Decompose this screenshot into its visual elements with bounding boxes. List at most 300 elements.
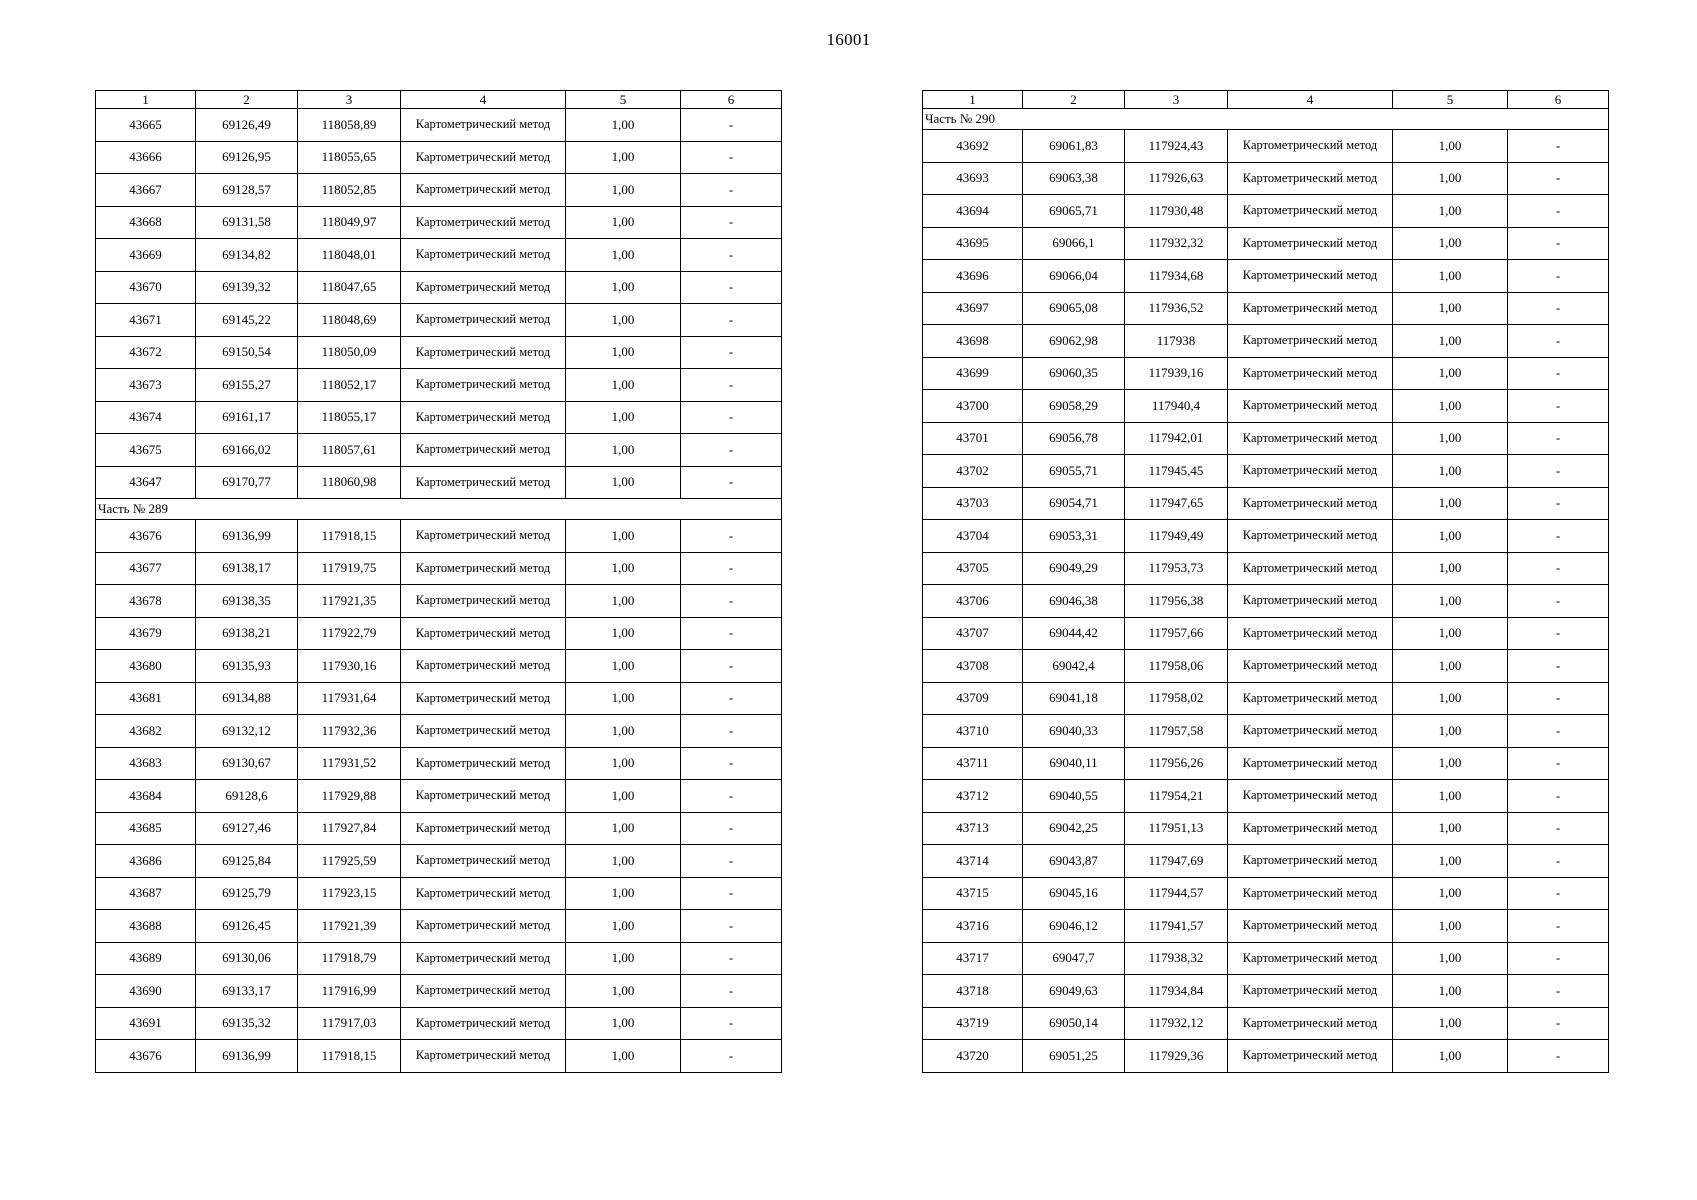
description-cell: - [1508,975,1609,1008]
y-coordinate-cell: 117941,57 [1125,910,1228,943]
method-cell: Картометрический метод [401,682,566,715]
accuracy-cell: 1,00 [1393,357,1508,390]
description-cell: - [1508,325,1609,358]
description-cell: - [681,585,782,618]
description-cell: - [1508,195,1609,228]
point-number-cell: 43718 [923,975,1023,1008]
y-coordinate-cell: 117939,16 [1125,357,1228,390]
table-row [923,715,1609,748]
y-coordinate-cell: 117932,36 [298,715,401,748]
column-header: 2 [1023,91,1125,109]
x-coordinate-cell: 69054,71 [1023,487,1125,520]
y-coordinate-cell: 117931,64 [298,682,401,715]
y-coordinate-cell: 118055,17 [298,401,401,434]
method-cell: Картометрический метод [401,975,566,1008]
x-coordinate-cell: 69138,35 [196,585,298,618]
method-cell: Картометрический метод [1228,195,1393,228]
y-coordinate-cell: 118052,17 [298,369,401,402]
point-number-cell: 43677 [96,552,196,585]
table-row [923,227,1609,260]
point-number-cell: 43687 [96,877,196,910]
point-number-cell: 43703 [923,487,1023,520]
x-coordinate-cell: 69065,71 [1023,195,1125,228]
table-row [96,812,782,845]
point-number-cell: 43714 [923,845,1023,878]
method-cell: Картометрический метод [1228,487,1393,520]
table-row [923,487,1609,520]
column-header: 2 [196,91,298,109]
point-number-cell: 43717 [923,942,1023,975]
table-header-row [923,91,1609,109]
accuracy-cell: 1,00 [566,336,681,369]
method-cell: Картометрический метод [1228,650,1393,683]
column-header: 3 [1125,91,1228,109]
x-coordinate-cell: 69161,17 [196,401,298,434]
table-row [923,812,1609,845]
table-row [923,357,1609,390]
description-cell: - [1508,357,1609,390]
method-cell: Картометрический метод [1228,552,1393,585]
point-number-cell: 43692 [923,130,1023,163]
point-number-cell: 43684 [96,780,196,813]
method-cell: Картометрический метод [401,141,566,174]
method-cell: Картометрический метод [1228,1007,1393,1040]
point-number-cell: 43647 [96,466,196,499]
method-cell: Картометрический метод [401,942,566,975]
description-cell: - [681,466,782,499]
description-cell: - [681,520,782,553]
y-coordinate-cell: 117919,75 [298,552,401,585]
part-heading: Часть № 290 [923,109,1609,130]
x-coordinate-cell: 69055,71 [1023,455,1125,488]
x-coordinate-cell: 69125,84 [196,845,298,878]
description-cell: - [681,552,782,585]
point-number-cell: 43708 [923,650,1023,683]
table-row [923,520,1609,553]
y-coordinate-cell: 117916,99 [298,975,401,1008]
method-cell: Картометрический метод [1228,227,1393,260]
description-cell: - [1508,812,1609,845]
accuracy-cell: 1,00 [1393,520,1508,553]
accuracy-cell: 1,00 [566,910,681,943]
accuracy-cell: 1,00 [1393,812,1508,845]
point-number-cell: 43680 [96,650,196,683]
y-coordinate-cell: 117934,84 [1125,975,1228,1008]
point-number-cell: 43695 [923,227,1023,260]
part-heading-row [923,109,1609,130]
method-cell: Картометрический метод [1228,455,1393,488]
point-number-cell: 43694 [923,195,1023,228]
point-number-cell: 43706 [923,585,1023,618]
column-header: 6 [1508,91,1609,109]
y-coordinate-cell: 117921,35 [298,585,401,618]
y-coordinate-cell: 117951,13 [1125,812,1228,845]
point-number-cell: 43705 [923,552,1023,585]
point-number-cell: 43697 [923,292,1023,325]
table-row [96,682,782,715]
page-number: 16001 [826,30,871,49]
accuracy-cell: 1,00 [566,206,681,239]
x-coordinate-cell: 69138,21 [196,617,298,650]
point-number-cell: 43683 [96,747,196,780]
y-coordinate-cell: 118048,69 [298,304,401,337]
table-row [923,260,1609,293]
x-coordinate-cell: 69166,02 [196,434,298,467]
y-coordinate-cell: 117945,45 [1125,455,1228,488]
table-row [96,975,782,1008]
y-coordinate-cell: 117922,79 [298,617,401,650]
table-row [96,1040,782,1073]
accuracy-cell: 1,00 [1393,162,1508,195]
method-cell: Картометрический метод [1228,845,1393,878]
accuracy-cell: 1,00 [566,682,681,715]
accuracy-cell: 1,00 [566,617,681,650]
method-cell: Картометрический метод [1228,357,1393,390]
accuracy-cell: 1,00 [566,715,681,748]
table-row [923,845,1609,878]
accuracy-cell: 1,00 [566,747,681,780]
x-coordinate-cell: 69126,49 [196,109,298,142]
table-row [923,910,1609,943]
method-cell: Картометрический метод [1228,682,1393,715]
x-coordinate-cell: 69125,79 [196,877,298,910]
table-row [923,162,1609,195]
description-cell: - [681,336,782,369]
description-cell: - [1508,552,1609,585]
y-coordinate-cell: 117924,43 [1125,130,1228,163]
accuracy-cell: 1,00 [566,466,681,499]
accuracy-cell: 1,00 [1393,747,1508,780]
accuracy-cell: 1,00 [1393,390,1508,423]
method-cell: Картометрический метод [1228,812,1393,845]
method-cell: Картометрический метод [401,239,566,272]
accuracy-cell: 1,00 [1393,585,1508,618]
accuracy-cell: 1,00 [566,877,681,910]
x-coordinate-cell: 69132,12 [196,715,298,748]
point-number-cell: 43671 [96,304,196,337]
table-row [96,369,782,402]
description-cell: - [1508,682,1609,715]
description-cell: - [681,650,782,683]
table-row [96,141,782,174]
coordinates-table-right [922,90,1609,1073]
description-cell: - [681,1007,782,1040]
table-row [96,109,782,142]
accuracy-cell: 1,00 [566,650,681,683]
point-number-cell: 43670 [96,271,196,304]
table-row [923,780,1609,813]
method-cell: Картометрический метод [1228,877,1393,910]
x-coordinate-cell: 69046,12 [1023,910,1125,943]
x-coordinate-cell: 69128,57 [196,174,298,207]
point-number-cell: 43679 [96,617,196,650]
method-cell: Картометрический метод [1228,1040,1393,1073]
table-row [96,206,782,239]
column-header: 4 [401,91,566,109]
description-cell: - [1508,390,1609,423]
x-coordinate-cell: 69066,04 [1023,260,1125,293]
table-row [923,975,1609,1008]
y-coordinate-cell: 117936,52 [1125,292,1228,325]
x-coordinate-cell: 69139,32 [196,271,298,304]
x-coordinate-cell: 69040,11 [1023,747,1125,780]
method-cell: Картометрический метод [401,434,566,467]
accuracy-cell: 1,00 [1393,1007,1508,1040]
description-cell: - [1508,650,1609,683]
table-row [96,520,782,553]
y-coordinate-cell: 117956,38 [1125,585,1228,618]
x-coordinate-cell: 69047,7 [1023,942,1125,975]
description-cell: - [681,780,782,813]
x-coordinate-cell: 69065,08 [1023,292,1125,325]
table-row [96,877,782,910]
x-coordinate-cell: 69136,99 [196,1040,298,1073]
x-coordinate-cell: 69135,93 [196,650,298,683]
y-coordinate-cell: 117957,58 [1125,715,1228,748]
x-coordinate-cell: 69155,27 [196,369,298,402]
accuracy-cell: 1,00 [566,975,681,1008]
point-number-cell: 43716 [923,910,1023,943]
method-cell: Картометрический метод [401,109,566,142]
point-number-cell: 43678 [96,585,196,618]
point-number-cell: 43702 [923,455,1023,488]
method-cell: Картометрический метод [401,206,566,239]
accuracy-cell: 1,00 [1393,780,1508,813]
method-cell: Картометрический метод [401,466,566,499]
accuracy-cell: 1,00 [1393,455,1508,488]
table-row [923,292,1609,325]
column-header: 1 [923,91,1023,109]
coordinates-table-left [95,90,782,1073]
point-number-cell: 43681 [96,682,196,715]
y-coordinate-cell: 117926,63 [1125,162,1228,195]
method-cell: Картометрический метод [1228,422,1393,455]
description-cell: - [1508,585,1609,618]
table-row [96,650,782,683]
x-coordinate-cell: 69136,99 [196,520,298,553]
y-coordinate-cell: 117947,65 [1125,487,1228,520]
method-cell: Картометрический метод [1228,975,1393,1008]
x-coordinate-cell: 69170,77 [196,466,298,499]
table-row [923,1007,1609,1040]
method-cell: Картометрический метод [401,780,566,813]
point-number-cell: 43712 [923,780,1023,813]
accuracy-cell: 1,00 [566,239,681,272]
y-coordinate-cell: 117918,15 [298,1040,401,1073]
point-number-cell: 43690 [96,975,196,1008]
y-coordinate-cell: 118049,97 [298,206,401,239]
point-number-cell: 43682 [96,715,196,748]
table-row [96,401,782,434]
description-cell: - [1508,715,1609,748]
description-cell: - [681,812,782,845]
point-number-cell: 43715 [923,877,1023,910]
description-cell: - [1508,162,1609,195]
description-cell: - [681,401,782,434]
description-cell: - [681,174,782,207]
point-number-cell: 43665 [96,109,196,142]
column-header: 5 [1393,91,1508,109]
point-number-cell: 43688 [96,910,196,943]
description-cell: - [681,109,782,142]
x-coordinate-cell: 69130,67 [196,747,298,780]
accuracy-cell: 1,00 [1393,227,1508,260]
x-coordinate-cell: 69040,33 [1023,715,1125,748]
y-coordinate-cell: 117923,15 [298,877,401,910]
point-number-cell: 43669 [96,239,196,272]
y-coordinate-cell: 117934,68 [1125,260,1228,293]
description-cell: - [681,1040,782,1073]
point-number-cell: 43666 [96,141,196,174]
description-cell: - [681,747,782,780]
description-cell: - [1508,422,1609,455]
table-row [923,552,1609,585]
description-cell: - [681,369,782,402]
x-coordinate-cell: 69126,45 [196,910,298,943]
description-cell: - [681,434,782,467]
description-cell: - [681,304,782,337]
y-coordinate-cell: 117929,36 [1125,1040,1228,1073]
accuracy-cell: 1,00 [1393,130,1508,163]
accuracy-cell: 1,00 [1393,617,1508,650]
x-coordinate-cell: 69150,54 [196,336,298,369]
accuracy-cell: 1,00 [1393,715,1508,748]
method-cell: Картометрический метод [1228,260,1393,293]
y-coordinate-cell: 117949,49 [1125,520,1228,553]
method-cell: Картометрический метод [401,617,566,650]
y-coordinate-cell: 117944,57 [1125,877,1228,910]
point-number-cell: 43693 [923,162,1023,195]
y-coordinate-cell: 117954,21 [1125,780,1228,813]
accuracy-cell: 1,00 [1393,325,1508,358]
description-cell: - [681,845,782,878]
point-number-cell: 43668 [96,206,196,239]
point-number-cell: 43707 [923,617,1023,650]
table-row [923,617,1609,650]
column-header: 6 [681,91,782,109]
description-cell: - [1508,1007,1609,1040]
point-number-cell: 43686 [96,845,196,878]
accuracy-cell: 1,00 [1393,682,1508,715]
table-row [923,455,1609,488]
y-coordinate-cell: 118052,85 [298,174,401,207]
description-cell: - [1508,487,1609,520]
table-row [923,877,1609,910]
x-coordinate-cell: 69042,4 [1023,650,1125,683]
y-coordinate-cell: 117958,06 [1125,650,1228,683]
method-cell: Картометрический метод [1228,520,1393,553]
y-coordinate-cell: 117932,32 [1125,227,1228,260]
description-cell: - [1508,617,1609,650]
accuracy-cell: 1,00 [566,942,681,975]
table-row [96,552,782,585]
x-coordinate-cell: 69053,31 [1023,520,1125,553]
y-coordinate-cell: 117938 [1125,325,1228,358]
method-cell: Картометрический метод [401,1040,566,1073]
x-coordinate-cell: 69066,1 [1023,227,1125,260]
y-coordinate-cell: 117958,02 [1125,682,1228,715]
x-coordinate-cell: 69130,06 [196,942,298,975]
table-row [96,780,782,813]
point-number-cell: 43713 [923,812,1023,845]
x-coordinate-cell: 69131,58 [196,206,298,239]
accuracy-cell: 1,00 [1393,487,1508,520]
x-coordinate-cell: 69042,25 [1023,812,1125,845]
description-cell: - [1508,747,1609,780]
description-cell: - [1508,227,1609,260]
table-row [923,585,1609,618]
accuracy-cell: 1,00 [566,780,681,813]
x-coordinate-cell: 69058,29 [1023,390,1125,423]
description-cell: - [1508,520,1609,553]
y-coordinate-cell: 117940,4 [1125,390,1228,423]
x-coordinate-cell: 69134,88 [196,682,298,715]
y-coordinate-cell: 117930,16 [298,650,401,683]
x-coordinate-cell: 69049,29 [1023,552,1125,585]
table-row [96,942,782,975]
accuracy-cell: 1,00 [1393,195,1508,228]
method-cell: Картометрический метод [401,877,566,910]
method-cell: Картометрический метод [401,174,566,207]
method-cell: Картометрический метод [401,585,566,618]
method-cell: Картометрический метод [401,650,566,683]
x-coordinate-cell: 69046,38 [1023,585,1125,618]
accuracy-cell: 1,00 [566,552,681,585]
x-coordinate-cell: 69138,17 [196,552,298,585]
y-coordinate-cell: 117931,52 [298,747,401,780]
x-coordinate-cell: 69128,6 [196,780,298,813]
table-row [923,325,1609,358]
description-cell: - [681,271,782,304]
table-row [96,910,782,943]
y-coordinate-cell: 117953,73 [1125,552,1228,585]
table-row [923,650,1609,683]
table-row [96,617,782,650]
method-cell: Картометрический метод [401,715,566,748]
table-row [96,304,782,337]
point-number-cell: 43710 [923,715,1023,748]
table-header-row [96,91,782,109]
y-coordinate-cell: 117925,59 [298,845,401,878]
part-heading: Часть № 289 [96,499,782,520]
point-number-cell: 43699 [923,357,1023,390]
method-cell: Картометрический метод [1228,325,1393,358]
method-cell: Картометрический метод [1228,585,1393,618]
description-cell: - [681,975,782,1008]
y-coordinate-cell: 118050,09 [298,336,401,369]
table-row [923,747,1609,780]
table-row [923,130,1609,163]
method-cell: Картометрический метод [1228,715,1393,748]
x-coordinate-cell: 69056,78 [1023,422,1125,455]
x-coordinate-cell: 69063,38 [1023,162,1125,195]
description-cell: - [681,141,782,174]
x-coordinate-cell: 69051,25 [1023,1040,1125,1073]
description-cell: - [1508,942,1609,975]
y-coordinate-cell: 117932,12 [1125,1007,1228,1040]
y-coordinate-cell: 117918,15 [298,520,401,553]
method-cell: Картометрический метод [401,747,566,780]
accuracy-cell: 1,00 [566,434,681,467]
table-row [923,942,1609,975]
point-number-cell: 43691 [96,1007,196,1040]
accuracy-cell: 1,00 [1393,942,1508,975]
accuracy-cell: 1,00 [566,141,681,174]
point-number-cell: 43709 [923,682,1023,715]
accuracy-cell: 1,00 [566,585,681,618]
table-row [96,845,782,878]
accuracy-cell: 1,00 [566,520,681,553]
